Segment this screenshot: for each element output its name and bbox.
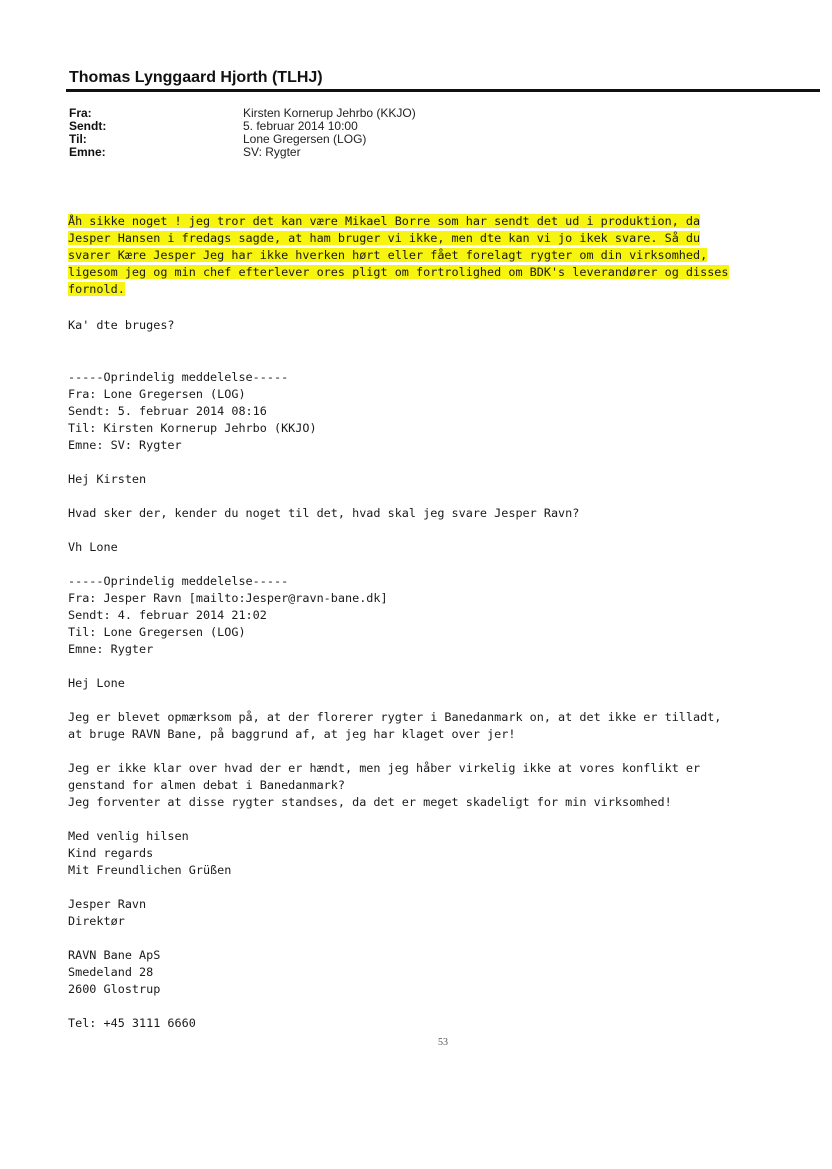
- highlighted-reply: [68, 196, 729, 298]
- email-header: [69, 107, 416, 159]
- highlight-line: fornold.: [68, 282, 125, 296]
- question-line: Ka' dte bruges?: [68, 318, 175, 332]
- highlight-line: svarer Kære Jesper Jeg har ikke hverken hørt eller fået forelagt rygter om din virksomhed,: [68, 248, 708, 262]
- signature-title: Direktør: [68, 914, 125, 928]
- phone-line: Tel: +45 3111 6660: [68, 1016, 196, 1030]
- header-label: Emne:: [69, 145, 106, 159]
- header-label: Sendt:: [69, 119, 107, 133]
- separator: -----Oprindelig meddelelse-----: [68, 370, 289, 384]
- header-label: Til:: [69, 132, 87, 146]
- forward-block-1: [68, 369, 579, 556]
- closing-line: Mit Freundlichen Grüßen: [68, 863, 232, 877]
- header-value: Lone Gregersen (LOG): [243, 132, 367, 146]
- sent-line: Sendt: 4. februar 2014 21:02: [68, 608, 267, 622]
- subject-line: Emne: Rygter: [68, 642, 154, 656]
- from-line: Fra: Lone Gregersen (LOG): [68, 387, 246, 401]
- body-line: Jeg er ikke klar over hvad der er hændt, men jeg håber virkelig ikke at vores konflikt er: [68, 761, 701, 775]
- body-text: Hvad sker der, kender du noget til det, hvad skal jeg svare Jesper Ravn?: [68, 506, 580, 520]
- body-line: at bruge RAVN Bane, på baggrund af, at jeg har klaget over jer!: [68, 727, 516, 741]
- subject-line: Emne: SV: Rygter: [68, 438, 182, 452]
- document-title: Thomas Lynggaard Hjorth (TLHJ): [69, 69, 323, 86]
- to-line: Til: Lone Gregersen (LOG): [68, 625, 246, 639]
- header-value: Kirsten Kornerup Jehrbo (KKJO): [243, 106, 416, 120]
- greeting: Hej Lone: [68, 676, 125, 690]
- header-value: 5. februar 2014 10:00: [243, 119, 358, 133]
- greeting: Hej Kirsten: [68, 472, 147, 486]
- body-line: genstand for almen debat i Banedanmark?: [68, 778, 345, 792]
- header-label: Fra:: [69, 106, 92, 120]
- closing-line: Kind regards: [68, 846, 154, 860]
- signoff: Vh Lone: [68, 540, 118, 554]
- address-line: 2600 Glostrup: [68, 982, 161, 996]
- body-line: Jeg forventer at disse rygter standses, da det er meget skadeligt for min virksomhed!: [68, 795, 672, 809]
- highlight-line: ligesom jeg og min chef efterlever ores pligt om fortrolighed om BDK's leverandører og disses: [68, 265, 729, 279]
- title-rule: [66, 89, 820, 92]
- header-row: [69, 146, 416, 159]
- company-line: RAVN Bane ApS: [68, 948, 161, 962]
- to-line: Til: Kirsten Kornerup Jehrbo (KKJO): [68, 421, 317, 435]
- signature-name: Jesper Ravn: [68, 897, 147, 911]
- header-value: SV: Rygter: [243, 145, 301, 159]
- separator: -----Oprindelig meddelelse-----: [68, 574, 289, 588]
- sent-line: Sendt: 5. februar 2014 08:16: [68, 404, 267, 418]
- body-line: Jeg er blevet opmærksom på, at der florerer rygter i Banedanmark on, at det ikke er tilladt,: [68, 710, 722, 724]
- from-line: Fra: Jesper Ravn [mailto:Jesper@ravn-bane.dk]: [68, 591, 388, 605]
- closing-line: Med venlig hilsen: [68, 829, 189, 843]
- page-number: 53: [438, 1037, 448, 1048]
- address-line: Smedeland 28: [68, 965, 154, 979]
- highlight-line: Jesper Hansen i fredags sagde, at ham bruger vi ikke, men dte kan vi jo ikek svare. Så du: [68, 231, 701, 245]
- forward-block-2: [68, 573, 721, 1032]
- highlight-line: Åh sikke noget ! jeg tror det kan være Mikael Borre som har sendt det ud i produktion, da: [68, 214, 701, 228]
